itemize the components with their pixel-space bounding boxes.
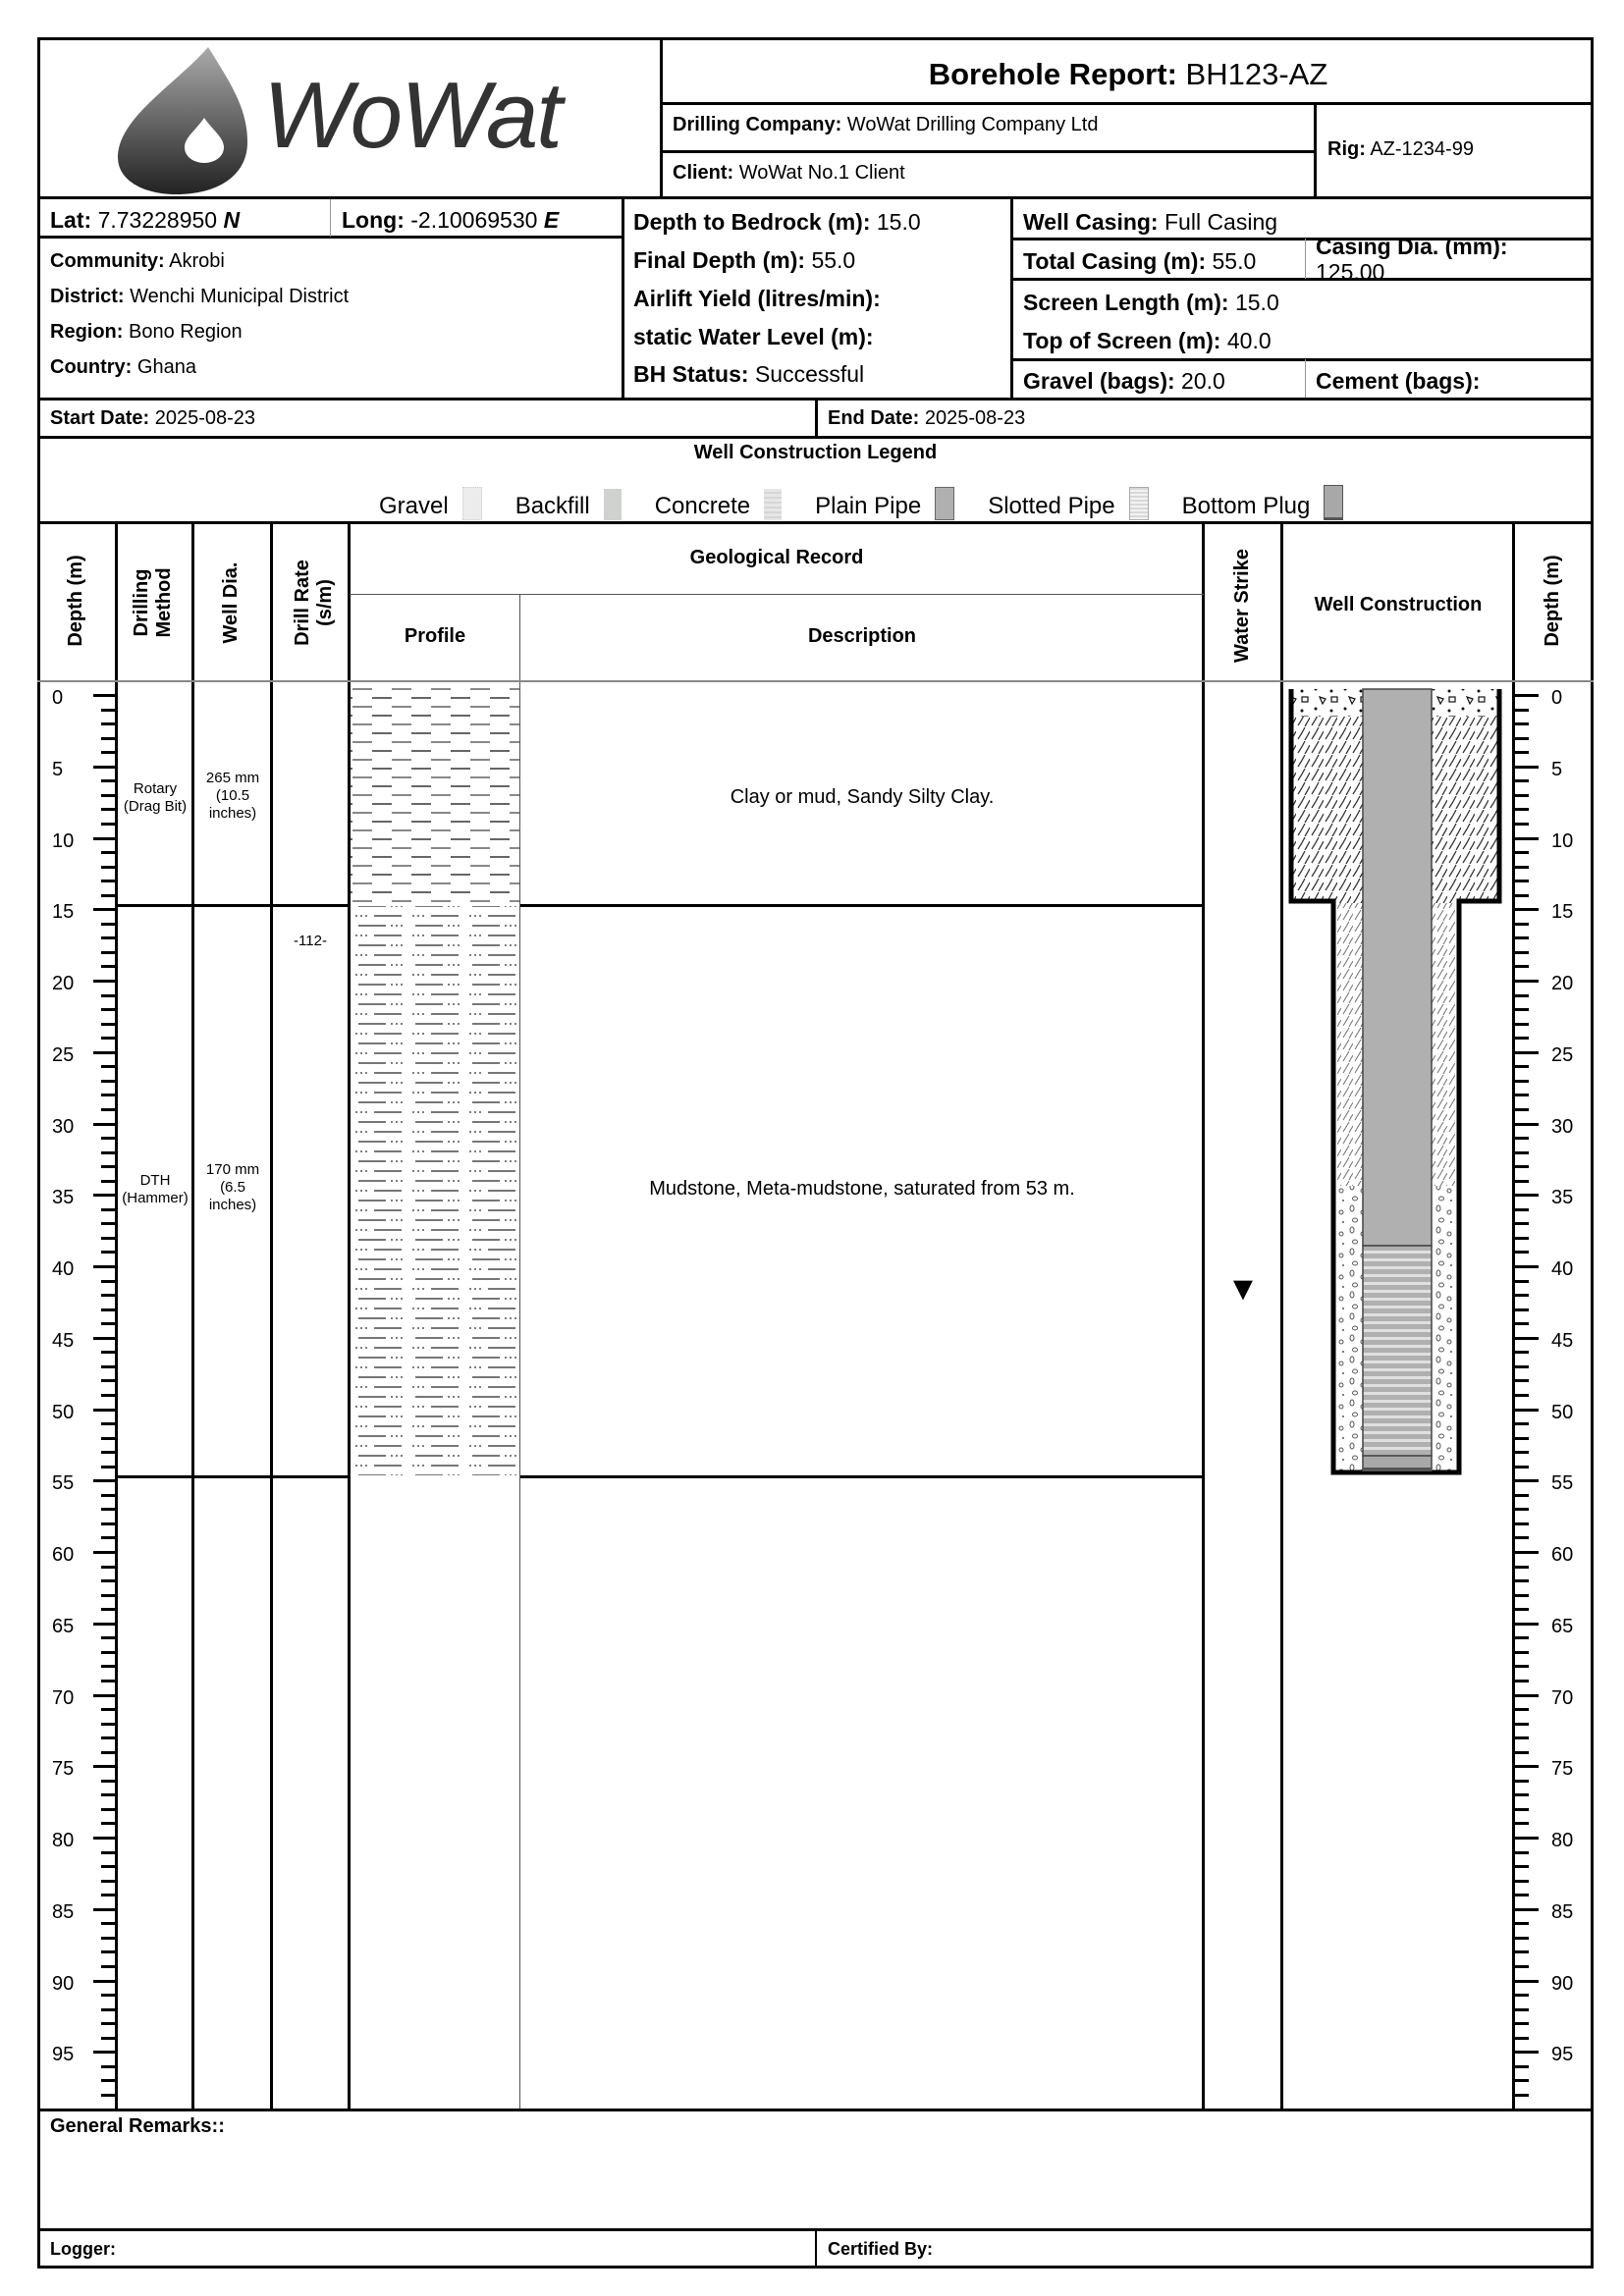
logo-text: WoWat (263, 63, 561, 168)
lithology-desc-2: Mudstone, Meta-mudstone, saturated from 53 m. (649, 1178, 1075, 1200)
depth-tick (1515, 1837, 1539, 1840)
depth-tick (101, 994, 115, 997)
depth-tick (1515, 1579, 1529, 1582)
depth-tick (93, 2051, 115, 2054)
depth-tick (1515, 1908, 1539, 1911)
depth-tick (93, 980, 115, 983)
depth-tick (101, 1108, 115, 1111)
depth-tick (101, 936, 115, 939)
depth-tick (101, 1937, 115, 1940)
depth-label: 45 (52, 1329, 75, 1352)
depth-tick (1515, 709, 1529, 712)
depth-label: 20 (52, 973, 75, 994)
depth-label: 40 (52, 1258, 75, 1280)
depth-label: 15 (52, 901, 75, 924)
depth-tick (1515, 866, 1529, 869)
cement-bags: Cement (bags): (1316, 368, 1481, 394)
community: Community: Akrobi (50, 250, 225, 272)
depth-tick (1515, 1008, 1529, 1011)
depth-tick (1515, 1237, 1529, 1240)
depth-label: 85 (1551, 1900, 1574, 1923)
depth-tick (101, 2079, 115, 2082)
depth-tick (1515, 1023, 1529, 1026)
depth-tick (1515, 1994, 1529, 1997)
drill-rate-value: -112- (294, 933, 327, 949)
depth-tick (1515, 1065, 1529, 1068)
latitude: Lat: 7.73228950 N (50, 207, 241, 233)
depth-label: 5 (1551, 758, 1563, 780)
depth-label: 90 (1551, 1972, 1574, 1995)
depth-tick (101, 1822, 115, 1825)
bh-status: BH Status: Successful (633, 361, 865, 387)
depth-tick (1515, 1394, 1529, 1397)
depth-tick (1515, 951, 1529, 954)
legend-plain-pipe: Plain Pipe (815, 493, 988, 519)
depth-tick (1515, 2051, 1539, 2054)
depth-label: 5 (52, 758, 64, 780)
depth-tick (101, 1080, 115, 1083)
depth-tick (101, 1422, 115, 1425)
depth-tick (1515, 2037, 1529, 2040)
depth-tick (101, 709, 115, 712)
depth-tick (1515, 1437, 1529, 1440)
client: Client: WoWat No.1 Client (673, 162, 905, 184)
depth-tick (101, 880, 115, 882)
depth-tick (1515, 1566, 1529, 1569)
depth-label: 65 (1551, 1615, 1574, 1637)
depth-tick (1515, 1037, 1529, 1040)
depth-tick (93, 1265, 115, 1268)
depth-tick (1515, 1965, 1529, 1968)
depth-tick (1515, 1708, 1529, 1711)
col-drill-rate: Drill Rate (s/m) (292, 560, 336, 646)
legend-bottom-plug: Bottom Plug (1182, 493, 1378, 519)
depth-tick (93, 1479, 115, 1482)
depth-tick (1515, 751, 1529, 754)
depth-tick (93, 1409, 115, 1412)
depth-tick (101, 851, 115, 854)
depth-tick (101, 1665, 115, 1668)
depth-tick (1515, 1723, 1529, 1726)
well-casing: Well Casing: Full Casing (1023, 209, 1278, 235)
depth-tick (1515, 1051, 1539, 1054)
depth-label: 10 (1551, 829, 1574, 852)
depth-tick (1515, 1551, 1539, 1554)
depth-tick (101, 1865, 115, 1868)
logo (39, 39, 660, 196)
depth-tick (101, 1851, 115, 1854)
depth-tick (93, 1908, 115, 1911)
report-title-value: BH123-AZ (1185, 57, 1328, 91)
depth-label: 75 (1551, 1758, 1574, 1781)
depth-tick (1515, 1865, 1529, 1868)
depth-label: 60 (52, 1544, 75, 1566)
depth-tick (101, 808, 115, 811)
depth-tick (101, 1023, 115, 1026)
depth-tick (101, 722, 115, 725)
depth-label: 60 (1551, 1544, 1574, 1566)
depth-tick (1515, 1251, 1529, 1254)
depth-tick (101, 923, 115, 926)
depth-tick (1515, 1508, 1529, 1511)
depth-tick (1515, 1451, 1529, 1454)
depth-tick (101, 2065, 115, 2068)
depth-tick (101, 1793, 115, 1796)
depth-label: 95 (1551, 2044, 1574, 2066)
depth-tick (1515, 1894, 1529, 1896)
depth-tick (1515, 880, 1529, 882)
well-dia-2: 170 mm (6.5 inches) (205, 1161, 260, 1213)
depth-tick (101, 1294, 115, 1297)
drilling-method-2: DTH (Hammer) (122, 1172, 189, 1206)
depth-tick (93, 1623, 115, 1626)
col-well-construction: Well Construction (1314, 594, 1483, 615)
depth-tick (1515, 1765, 1539, 1768)
depth-label: 35 (1551, 1187, 1574, 1209)
depth-tick (1515, 1851, 1529, 1854)
depth-tick (101, 1151, 115, 1154)
depth-tick (101, 1451, 115, 1454)
depth-tick (1515, 1751, 1529, 1754)
depth-tick (101, 1708, 115, 1711)
depth-label: 45 (1551, 1329, 1574, 1352)
depth-tick (1515, 1694, 1539, 1697)
certified-by-label: Certified By: (828, 2239, 934, 2259)
depth-tick (1515, 1922, 1529, 1925)
depth-label: 50 (1551, 1401, 1574, 1423)
depth-tick (101, 823, 115, 826)
rig: Rig: AZ-1234-99 (1327, 138, 1474, 160)
depth-tick (1515, 1123, 1539, 1126)
depth-label: 25 (1551, 1043, 1574, 1066)
well-construction-diagram (1282, 685, 1514, 1480)
depth-tick (1515, 2008, 1529, 2011)
depth-tick (101, 1894, 115, 1896)
depth-tick (1515, 1980, 1539, 1983)
depth-tick (101, 1736, 115, 1739)
depth-tick (101, 2022, 115, 2025)
col-well-dia: Well Dia. (220, 561, 242, 644)
depth-tick (1515, 694, 1539, 697)
screen-length: Screen Length (m): 15.0 (1023, 290, 1279, 315)
depth-tick (101, 1579, 115, 1582)
depth-tick (101, 1494, 115, 1497)
depth-tick (101, 1237, 115, 1240)
depth-tick (1515, 1365, 1529, 1368)
depth-tick (1515, 1108, 1529, 1111)
depth-tick (93, 1337, 115, 1340)
water-strike-icon: ▼ (1226, 1270, 1260, 1308)
depth-tick (101, 1466, 115, 1468)
drilling-method-1: Rotary (Drag Bit) (123, 780, 188, 815)
casing-diameter: Casing Dia. (mm): 125.00 (1316, 234, 1508, 286)
depth-tick (1515, 2094, 1529, 2097)
general-remarks-field[interactable] (50, 2140, 1582, 2223)
depth-tick (101, 1680, 115, 1682)
depth-tick (101, 1608, 115, 1611)
depth-tick (1515, 1322, 1529, 1325)
depth-tick (101, 2008, 115, 2011)
end-date: End Date: 2025-08-23 (828, 407, 1026, 429)
depth-to-bedrock: Depth to Bedrock (m): 15.0 (633, 209, 921, 235)
depth-tick (101, 1008, 115, 1011)
depth-tick (101, 751, 115, 754)
depth-tick (1515, 1780, 1529, 1783)
depth-tick (101, 1522, 115, 1525)
depth-label: 70 (52, 1686, 75, 1709)
depth-tick (101, 894, 115, 897)
depth-tick (101, 1880, 115, 1883)
drilling-company: Drilling Company: WoWat Drilling Company Ltd (673, 114, 1099, 135)
depth-tick (101, 866, 115, 869)
depth-tick (101, 737, 115, 740)
depth-label: 70 (1551, 1686, 1574, 1709)
depth-label: 90 (52, 1972, 75, 1995)
depth-tick (1515, 980, 1539, 983)
depth-tick (101, 1723, 115, 1726)
depth-tick (1515, 1180, 1529, 1183)
start-date: Start Date: 2025-08-23 (50, 407, 256, 429)
depth-tick (1515, 766, 1539, 769)
depth-tick (1515, 1680, 1529, 1682)
depth-tick (93, 1837, 115, 1840)
depth-tick (1515, 1594, 1529, 1597)
depth-tick (93, 1194, 115, 1197)
region: Region: Bono Region (50, 321, 243, 343)
depth-tick (101, 1965, 115, 1968)
depth-tick (1515, 1651, 1529, 1654)
final-depth: Final Depth (m): 55.0 (633, 247, 856, 273)
depth-tick (1515, 1422, 1529, 1425)
depth-tick (1515, 1608, 1529, 1611)
longitude: Long: -2.10069530 E (342, 207, 560, 233)
depth-label: 10 (52, 829, 75, 852)
general-remarks-label: General Remarks:: (50, 2115, 225, 2137)
country: Country: Ghana (50, 356, 196, 378)
gravel-bags: Gravel (bags): 20.0 (1023, 368, 1225, 394)
depth-tick (93, 1551, 115, 1554)
depth-tick (101, 2037, 115, 2040)
depth-tick (1515, 1494, 1529, 1497)
depth-tick (101, 1351, 115, 1354)
depth-tick (1515, 1194, 1539, 1197)
depth-tick (101, 1636, 115, 1639)
depth-tick (1515, 1308, 1529, 1311)
depth-tick (101, 965, 115, 968)
depth-tick (101, 1308, 115, 1311)
depth-label: 30 (52, 1115, 75, 1138)
depth-tick (1515, 722, 1529, 725)
depth-tick (93, 837, 115, 840)
depth-tick (1515, 923, 1529, 926)
depth-tick (101, 1037, 115, 1040)
depth-label: 0 (1551, 687, 1563, 709)
depth-tick (101, 2094, 115, 2097)
depth-tick (1515, 1623, 1539, 1626)
depth-tick (101, 1137, 115, 1140)
col-water-strike: Water Strike (1231, 549, 1253, 663)
depth-tick (101, 1651, 115, 1654)
top-of-screen: Top of Screen (m): 40.0 (1023, 328, 1272, 353)
legend-slotted-pipe: Slotted Pipe (988, 493, 1181, 519)
depth-tick (1515, 737, 1529, 740)
depth-tick (101, 1751, 115, 1754)
depth-label: 20 (1551, 973, 1574, 994)
depth-tick (93, 1980, 115, 1983)
depth-tick (1515, 794, 1529, 797)
depth-tick (93, 766, 115, 769)
depth-tick (1515, 1880, 1529, 1883)
depth-tick (93, 1051, 115, 1054)
depth-tick (101, 1508, 115, 1511)
depth-tick (1515, 1793, 1529, 1796)
depth-tick (1515, 1094, 1529, 1096)
depth-tick (101, 1180, 115, 1183)
well-dia-1: 265 mm (10.5 inches) (205, 770, 260, 822)
depth-label: 80 (1551, 1830, 1574, 1851)
depth-tick (1515, 851, 1529, 854)
depth-tick (1515, 1466, 1529, 1468)
depth-tick (1515, 1822, 1529, 1825)
airlift-yield: Airlift Yield (litres/min): (633, 286, 881, 311)
depth-tick (1515, 1265, 1539, 1268)
depth-tick (1515, 994, 1529, 997)
depth-tick (101, 1322, 115, 1325)
report-title (663, 59, 1594, 89)
depth-tick (101, 1365, 115, 1368)
depth-tick (1515, 936, 1529, 939)
depth-tick (1515, 1208, 1529, 1211)
depth-label: 65 (52, 1615, 75, 1637)
depth-tick (101, 1437, 115, 1440)
legend (379, 485, 1377, 520)
depth-tick (101, 1994, 115, 1997)
depth-label: 85 (52, 1900, 75, 1923)
depth-label: 95 (52, 2044, 75, 2066)
col-description: Description (807, 625, 917, 647)
depth-tick (1515, 2065, 1529, 2068)
lithology-profile (351, 685, 519, 1478)
col-geological-record: Geological Record (689, 547, 864, 568)
depth-label: 40 (1551, 1258, 1574, 1280)
depth-tick (101, 1950, 115, 1953)
depth-tick (1515, 1665, 1529, 1668)
district: District: Wenchi Municipal District (50, 286, 350, 307)
depth-tick (101, 1394, 115, 1397)
depth-tick (1515, 1379, 1529, 1382)
depth-tick (1515, 1736, 1529, 1739)
depth-tick (101, 794, 115, 797)
depth-tick (101, 951, 115, 954)
depth-tick (1515, 1337, 1539, 1340)
col-depth: Depth (m) (65, 555, 86, 647)
depth-label: 55 (1551, 1472, 1574, 1495)
depth-label: 75 (52, 1758, 75, 1781)
depth-tick (93, 694, 115, 697)
depth-tick (1515, 1137, 1529, 1140)
depth-tick (101, 1922, 115, 1925)
depth-tick (101, 1222, 115, 1225)
depth-tick (101, 1536, 115, 1539)
depth-tick (93, 1694, 115, 1697)
total-casing: Total Casing (m): 55.0 (1023, 248, 1257, 274)
depth-tick (1515, 1080, 1529, 1083)
depth-tick (1515, 1950, 1529, 1953)
depth-label: 0 (52, 687, 64, 709)
depth-label: 25 (52, 1043, 75, 1066)
depth-tick (1515, 2079, 1529, 2082)
depth-tick (1515, 1351, 1529, 1354)
depth-tick (101, 1594, 115, 1597)
depth-tick (101, 1094, 115, 1096)
depth-tick (1515, 1479, 1539, 1482)
depth-tick (1515, 1937, 1529, 1940)
depth-label: 55 (52, 1472, 75, 1495)
logger-label: Logger: (50, 2239, 116, 2259)
depth-tick (1515, 894, 1529, 897)
static-water-level: static Water Level (m): (633, 324, 874, 349)
depth-tick (1515, 779, 1529, 782)
depth-tick (101, 1280, 115, 1283)
depth-tick (1515, 1280, 1529, 1283)
depth-tick (101, 1780, 115, 1783)
depth-tick (1515, 1294, 1529, 1297)
col-depth-right: Depth (m) (1542, 555, 1563, 647)
depth-tick (1515, 837, 1539, 840)
depth-tick (1515, 808, 1529, 811)
col-profile: Profile (404, 625, 466, 647)
depth-label: 15 (1551, 901, 1574, 924)
depth-tick (1515, 1222, 1529, 1225)
legend-backfill: Backfill (515, 493, 655, 519)
depth-tick (1515, 1536, 1529, 1539)
legend-title: Well Construction Legend (693, 442, 938, 463)
depth-tick (93, 1765, 115, 1768)
depth-label: 80 (52, 1830, 75, 1851)
depth-tick (1515, 1808, 1529, 1811)
depth-tick (93, 908, 115, 911)
depth-tick (1515, 823, 1529, 826)
depth-tick (1515, 965, 1529, 968)
depth-tick (101, 1379, 115, 1382)
depth-tick (101, 1566, 115, 1569)
depth-tick (101, 1208, 115, 1211)
depth-tick (1515, 1151, 1529, 1154)
depth-tick (1515, 1165, 1529, 1168)
depth-tick (101, 1165, 115, 1168)
depth-label: 35 (52, 1187, 75, 1209)
lithology-desc-1: Clay or mud, Sandy Silty Clay. (730, 786, 995, 808)
depth-tick (93, 1123, 115, 1126)
depth-tick (101, 1251, 115, 1254)
depth-tick (1515, 1522, 1529, 1525)
depth-tick (1515, 908, 1539, 911)
depth-tick (1515, 2022, 1529, 2025)
depth-tick (1515, 1636, 1529, 1639)
legend-gravel: Gravel (379, 493, 515, 519)
depth-tick (1515, 1409, 1539, 1412)
legend-concrete: Concrete (655, 493, 815, 519)
depth-tick (101, 1065, 115, 1068)
depth-label: 50 (52, 1401, 75, 1423)
depth-tick (101, 1808, 115, 1811)
depth-label: 30 (1551, 1115, 1574, 1138)
depth-tick (101, 779, 115, 782)
report-title-label: Borehole Report: (928, 57, 1177, 91)
col-drilling-method: Drilling Method (131, 567, 175, 638)
